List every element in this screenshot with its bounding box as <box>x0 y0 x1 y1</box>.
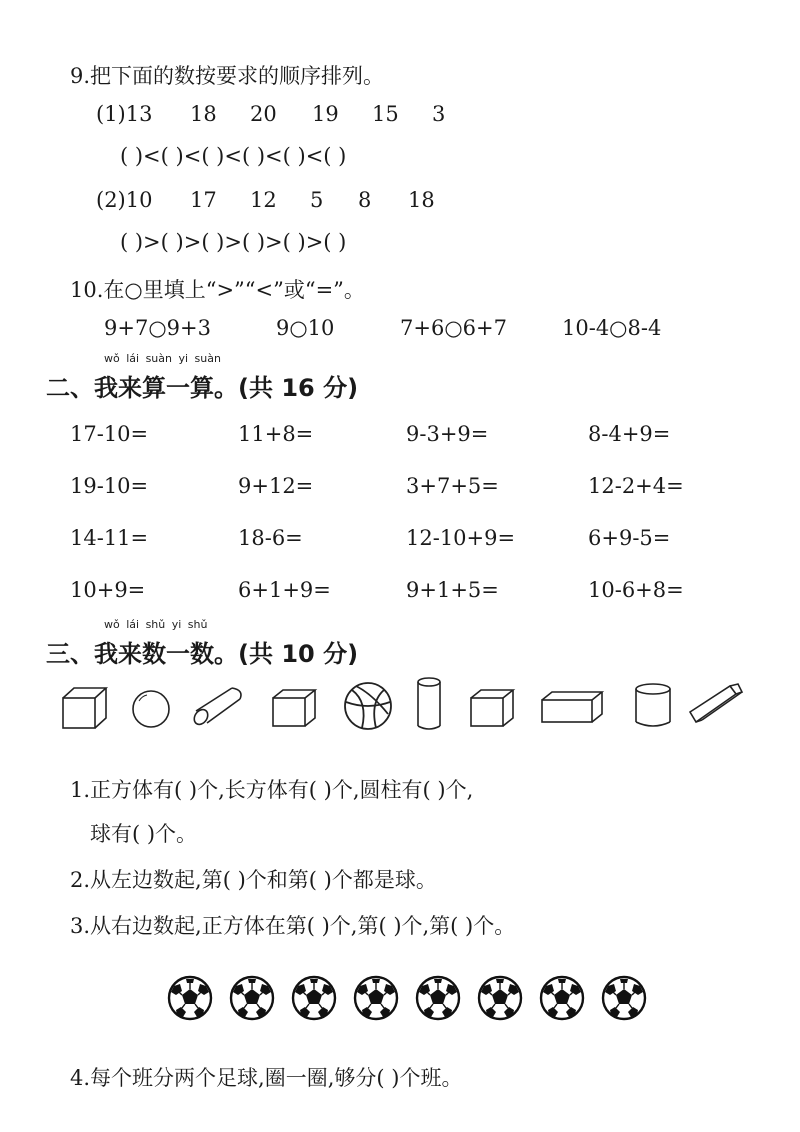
cube-icon <box>468 688 516 728</box>
q9-part2-answer-blanks[interactable]: ( )>( )>( )>( )>( )>( ) <box>120 230 347 254</box>
calc-item: 8-4+9= <box>588 422 671 446</box>
calc-item: 14-11= <box>70 526 149 550</box>
calc-item: 3+7+5= <box>406 474 499 498</box>
calc-item: 6+1+9= <box>238 578 331 602</box>
cube-icon <box>60 686 110 730</box>
comparison-item[interactable]: 10-4○8-4 <box>562 316 662 340</box>
q10-title: 10.在○里填上“>”“<”或“=”。 <box>70 278 365 302</box>
number: 3 <box>432 102 446 126</box>
q9-part1-label: (1)13 <box>96 102 153 126</box>
soccer-ball-icon[interactable] <box>166 974 214 1022</box>
sphere-icon <box>130 688 172 730</box>
number: 15 <box>372 102 399 126</box>
section2-pinyin: wǒ lái suàn yi suàn <box>104 352 221 365</box>
soccer-ball-icon[interactable] <box>414 974 462 1022</box>
s3-q2[interactable]: 2.从左边数起,第( )个和第( )个都是球。 <box>70 868 437 892</box>
soccer-ball-icon[interactable] <box>538 974 586 1022</box>
number: 12 <box>250 188 277 212</box>
soccer-ball-icon[interactable] <box>352 974 400 1022</box>
calc-item: 18-6= <box>238 526 303 550</box>
number: 18 <box>190 102 217 126</box>
number: 19 <box>312 102 339 126</box>
cylinder-icon <box>632 682 674 730</box>
number: 20 <box>250 102 277 126</box>
calc-item: 9+12= <box>238 474 314 498</box>
calc-item: 19-10= <box>70 474 149 498</box>
number: 18 <box>408 188 435 212</box>
calc-item: 10-6+8= <box>588 578 684 602</box>
cube-icon <box>270 688 318 728</box>
s3-q3[interactable]: 3.从右边数起,正方体在第( )个,第( )个,第( )个。 <box>70 914 516 938</box>
cylinder-lying-icon <box>190 684 244 728</box>
q9-part1-answer-blanks[interactable]: ( )<( )<( )<( )<( )<( ) <box>120 144 347 168</box>
s3-q4[interactable]: 4.每个班分两个足球,圈一圈,够分( )个班。 <box>70 1066 463 1090</box>
calc-item: 10+9= <box>70 578 146 602</box>
calc-item: 12-10+9= <box>406 526 516 550</box>
calc-item: 17-10= <box>70 422 149 446</box>
q9-title: 9.把下面的数按要求的顺序排列。 <box>70 64 385 88</box>
cuboid-icon <box>540 690 604 724</box>
calc-item: 9-3+9= <box>406 422 489 446</box>
soccer-ball-icon[interactable] <box>600 974 648 1022</box>
section3-pinyin: wǒ lái shǔ yi shǔ <box>104 618 208 631</box>
section3-title: 三、我来数一数。(共 10 分) <box>46 640 359 668</box>
cylinder-standing-icon <box>414 676 444 732</box>
q9-part2-label: (2)10 <box>96 188 153 212</box>
calc-item: 9+1+5= <box>406 578 499 602</box>
calc-item: 11+8= <box>238 422 314 446</box>
calc-item: 6+9-5= <box>588 526 671 550</box>
section2-title: 二、我来算一算。(共 16 分) <box>46 374 359 402</box>
ball-icon <box>342 680 394 732</box>
soccer-ball-icon[interactable] <box>290 974 338 1022</box>
s3-q1-line1[interactable]: 1.正方体有( )个,长方体有( )个,圆柱有( )个, <box>70 778 474 802</box>
number: 17 <box>190 188 217 212</box>
number: 5 <box>310 188 324 212</box>
comparison-item[interactable]: 7+6○6+7 <box>400 316 507 340</box>
cuboid-tilted-icon <box>688 680 744 726</box>
comparison-item[interactable]: 9○10 <box>276 316 335 340</box>
s3-q1-line2[interactable]: 球有( )个。 <box>90 822 198 846</box>
comparison-item[interactable]: 9+7○9+3 <box>104 316 211 340</box>
calc-item: 12-2+4= <box>588 474 684 498</box>
number: 8 <box>358 188 372 212</box>
soccer-ball-icon[interactable] <box>228 974 276 1022</box>
soccer-ball-icon[interactable] <box>476 974 524 1022</box>
